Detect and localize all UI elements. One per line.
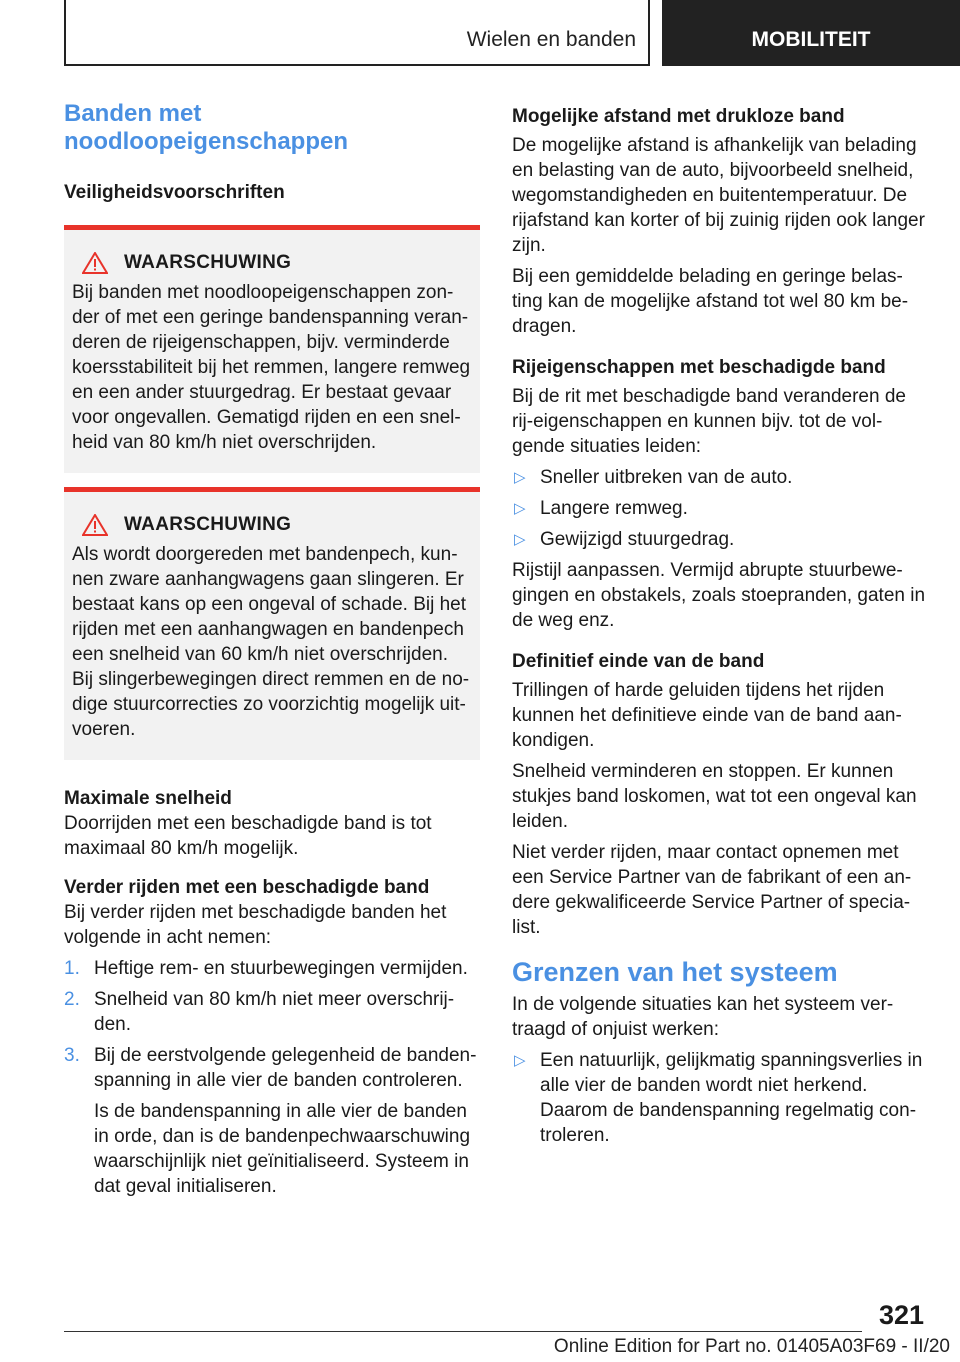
continue-driving-heading: Verder rijden met een beschadigde band <box>64 877 430 898</box>
range-heading: Mogelijke afstand met drukloze band <box>512 106 845 127</box>
section-title-line2: noodloopeigenschappen <box>64 128 349 155</box>
max-speed-body: Doorrijden met een beschadigde band is tot maximaal 80 km/h mogelijk. <box>64 813 432 859</box>
page-header <box>64 0 960 66</box>
section-title-line1: Banden met <box>64 100 202 127</box>
triangle-bullet-icon: ▷ <box>514 469 526 486</box>
list-text: Sneller uitbreken van de auto. <box>540 467 793 488</box>
continue-driving-body: Bij verder rijden met beschadigde banden het volgende in acht nemen: <box>64 902 447 948</box>
list-number: 3. <box>64 1045 80 1066</box>
end-paragraph-2: Snelheid verminderen en stoppen. Er kunnen stukjes band loskomen, wat tot een ongeval kan leiden. <box>512 761 917 832</box>
handling-body: Bij de rit met beschadigde band veranderen de rij-eigenschappen en kunnen bijv. tot de vol- gende situaties leiden: <box>512 386 906 457</box>
footer-edition: Online Edition for Part no. 01405A03F69 - II/20 <box>553 1336 950 1357</box>
list-number: 1. <box>64 958 80 979</box>
warning-triangle-icon <box>82 252 108 274</box>
limits-body: In de volgende situaties kan het systeem ver- traagd of onjuist werken: <box>512 994 894 1040</box>
list-text: Langere remweg. <box>540 498 688 519</box>
max-speed-heading: Maximale snelheid <box>64 788 232 809</box>
list-text: Snelheid van 80 km/h niet meer overschrij- den. <box>94 989 455 1035</box>
warning-title: WAARSCHUWING <box>124 252 292 273</box>
list-item <box>512 527 928 552</box>
section-title <box>64 100 480 156</box>
triangle-bullet-icon: ▷ <box>514 531 526 548</box>
end-paragraph-1: Trillingen of harde geluiden tijdens het rijden kunnen het definitieve einde van de band aan- kondigen. <box>512 680 902 751</box>
safety-heading: Veiligheidsvoorschriften <box>64 182 285 203</box>
limits-list <box>512 1048 928 1148</box>
warning-body: Als wordt doorgereden met bandenpech, kun- nen zware aanhangwagens gaan slingeren. Er bestaat kans op een ongeval of schade. Bij het rijden met een aanhangwagen en bandenpech een snelheid van 60 km/h niet overschrijden. Bij slingerbewegingen direct remmen en de no- dige stuurcorrecties zo voorzichtig mogelijk uit- voeren. <box>72 544 470 740</box>
handling-after: Rijstijl aanpassen. Vermijd abrupte stuurbewe- gingen en obstakels, zoals stoepranden, gaten in de weg enz. <box>512 560 926 631</box>
list-item <box>64 1043 480 1199</box>
list-text: Heftige rem- en stuurbewegingen vermijden. <box>94 958 468 979</box>
list-text: Bij de eerstvolgende gelegenheid de banden- spanning in alle vier de banden controleren. <box>94 1045 477 1091</box>
warning-title: WAARSCHUWING <box>124 514 292 535</box>
list-item <box>512 465 928 490</box>
end-paragraph-3: Niet verder rijden, maar contact opnemen met een Service Partner van de fabrikant of een an- dere gekwalificeerde Service Partner of specia- list. <box>512 842 912 938</box>
list-item <box>512 496 928 521</box>
limits-heading: Grenzen van het systeem <box>512 957 838 987</box>
right-column <box>512 100 928 1148</box>
range-paragraph-2: Bij een gemiddelde belading en geringe belas- ting kan de mogelijke afstand tot wel 80 km be- dragen. <box>512 266 909 337</box>
list-item <box>64 956 480 981</box>
list-item <box>64 987 480 1037</box>
footer-divider <box>64 1331 862 1332</box>
list-text: Gewijzigd stuurgedrag. <box>540 529 735 550</box>
list-number: 2. <box>64 989 80 1010</box>
warning-body: Bij banden met noodloopeigenschappen zon- der of met een geringe bandenspanning veran- deren de rijeigenschappen, bijv. verminderde koersstabiliteit bij het remmen, langere remweg en een ander stuurgedrag. Er bestaat gevaar voor ongevallen. Gematigd rijden en een snel- heid van 80 km/h niet overschrijden. <box>72 282 471 453</box>
header-section-box <box>64 0 650 66</box>
triangle-bullet-icon: ▷ <box>514 500 526 517</box>
header-chapter-tab: MOBILITEIT <box>662 0 960 66</box>
page-number: 321 <box>878 1300 924 1330</box>
header-section-title: Wielen en banden <box>466 28 636 51</box>
steps-list <box>64 956 480 1199</box>
left-column <box>64 100 480 1199</box>
range-paragraph-1: De mogelijke afstand is afhankelijk van belading en belasting van de auto, bijvoorbeeld snelheid, wegomstandigheden en buitentemperatuur. De rijafstand kan korter of bij zuinig rijden ook langer zijn. <box>512 135 925 256</box>
triangle-bullet-icon: ▷ <box>514 1052 526 1069</box>
warning-box-1 <box>64 225 480 473</box>
end-heading: Definitief einde van de band <box>512 651 765 672</box>
list-subtext: Is de bandenspanning in alle vier de banden in orde, dan is de bandenpechwaarschuwing waarschijnlijk niet geïnitialiseerd. Systeem in dat geval initialiseren. <box>94 1101 471 1197</box>
warning-triangle-icon <box>82 514 108 536</box>
list-item <box>512 1048 928 1148</box>
handling-heading: Rijeigenschappen met beschadigde band <box>512 357 886 378</box>
warning-box-2 <box>64 487 480 760</box>
handling-list <box>512 465 928 552</box>
list-text: Een natuurlijk, gelijkmatig spanningsverlies in alle vier de banden wordt niet herkend. Daarom de bandenspanning regelmatig con- troleren. <box>540 1050 923 1146</box>
